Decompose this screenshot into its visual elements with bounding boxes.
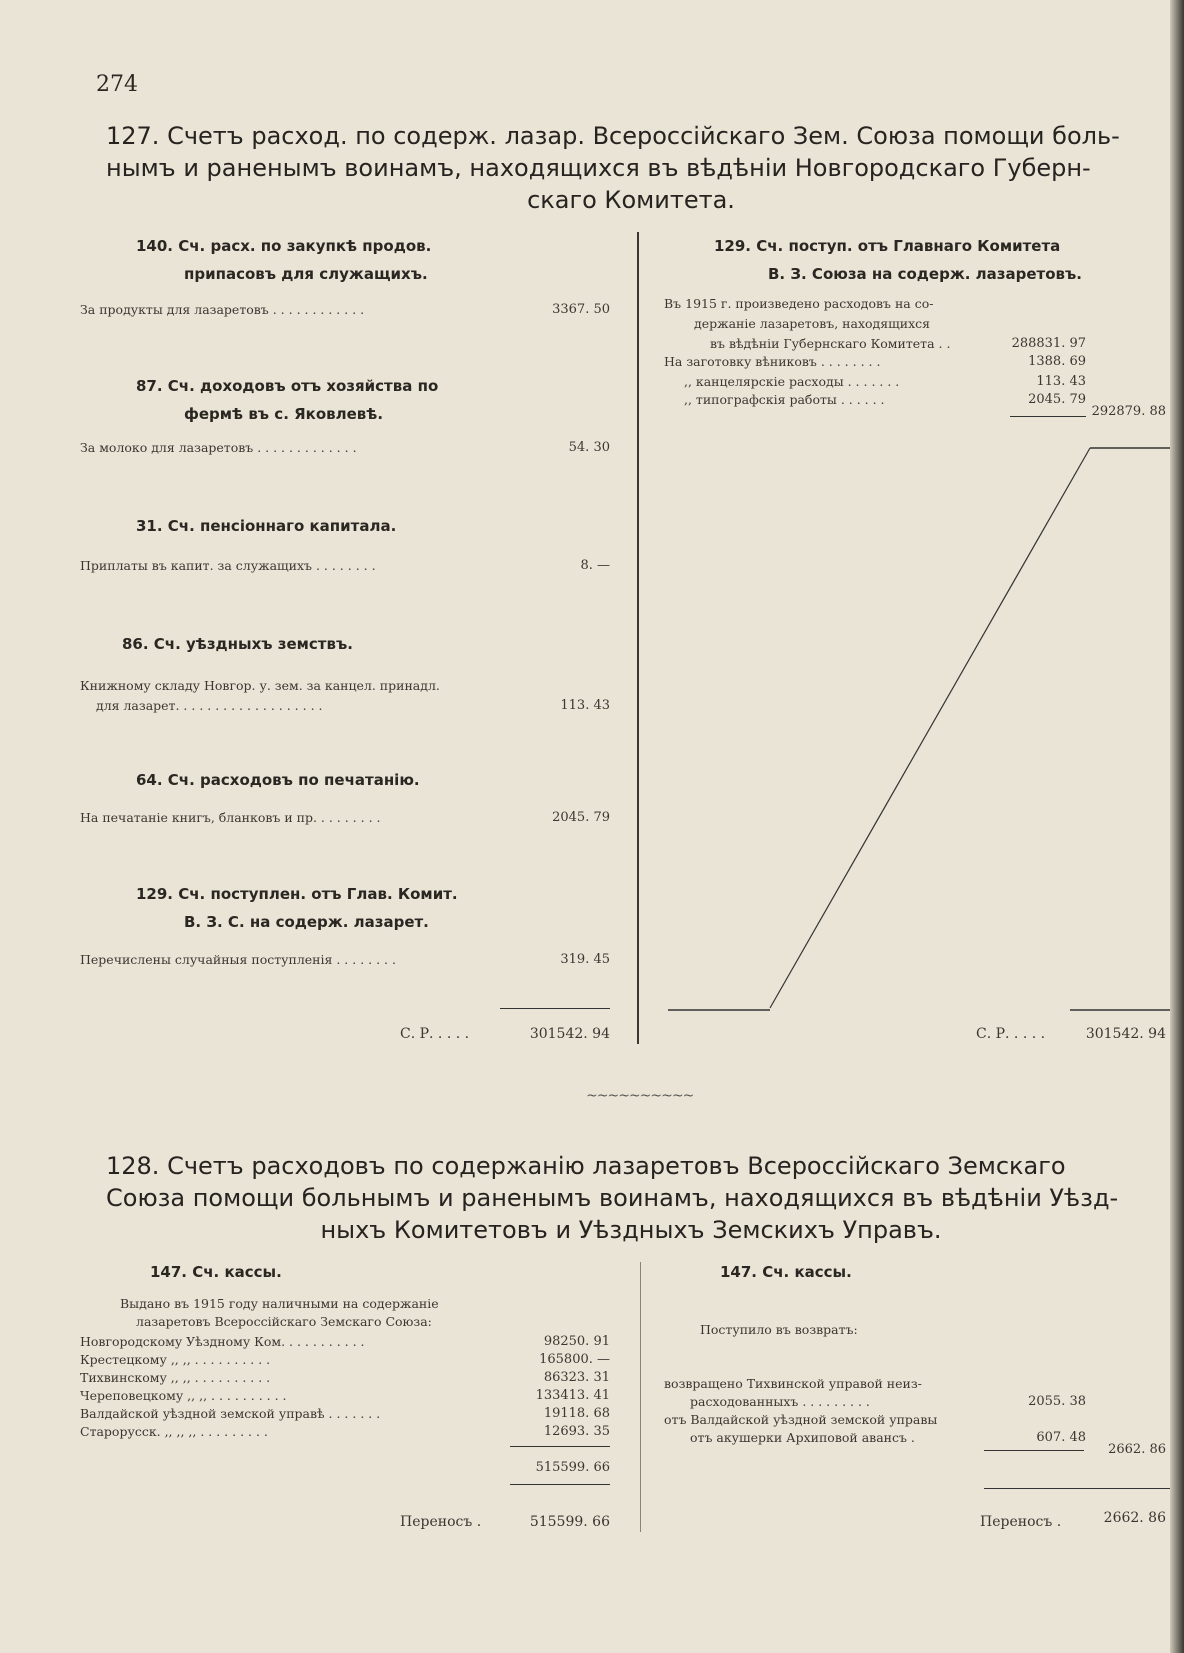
right-return-amount-1: 2055. 38 <box>1028 1394 1086 1409</box>
acc129-line: Перечислены случайныя поступленія . . . . . . . . <box>80 952 396 967</box>
left-item-3: Тихвинскому ,, ,, . . . . . . . . . . <box>80 1370 271 1385</box>
left-item-1-amount: 98250. 91 <box>543 1334 610 1349</box>
section-128-title-line-3: ныхъ Комитетовъ и Уѣздныхъ Земскихъ Управъ. <box>320 1216 942 1244</box>
right-return-amount-2: 607. 48 <box>1036 1430 1086 1445</box>
right-item-3-amount: 2045. 79 <box>1028 392 1086 407</box>
left-carry-label: Переносъ . <box>400 1514 482 1530</box>
right-carry-label: Переносъ . <box>980 1514 1062 1530</box>
right-line-1: Въ 1915 г. произведено расходовъ на со- <box>664 296 934 311</box>
acc86-line-1: Книжному складу Новгор. у. зем. за канцел. принадл. <box>80 678 440 693</box>
acc31-heading-line-1: 31. Сч. пенсіоннаго капитала. <box>136 517 397 535</box>
right-subtotal-128: 2662. 86 <box>1108 1442 1166 1457</box>
left-item-6: Старорусск. ,, ,, ,, . . . . . . . . . <box>80 1424 268 1439</box>
acc86-amount: 113. 43 <box>560 698 610 713</box>
left-total-label: С. Р. . . . . <box>400 1026 470 1042</box>
left-intro-line-2: лазаретовъ Всероссійскаго Земскаго Союза: <box>136 1314 432 1329</box>
right-subtotal: 292879. 88 <box>1091 404 1166 419</box>
acc64-amount: 2045. 79 <box>552 810 610 825</box>
left-item-1: Новгородскому Уѣздному Ком. . . . . . . . . . . <box>80 1334 365 1349</box>
right-return-line-2: расходованныхъ . . . . . . . . . <box>690 1394 870 1409</box>
page-number: 274 <box>96 72 138 97</box>
acc64-line: На печатаніе книгъ, бланковъ и пр. . . . . . . . . <box>80 810 381 825</box>
right-carry-amount: 2662. 86 <box>1103 1510 1166 1526</box>
section-127-title-line-2: нымъ и раненымъ воинамъ, находящихся въ вѣдѣніи Новгородскаго Губерн- <box>106 154 1091 182</box>
left-item-4: Череповецкому ,, ,, . . . . . . . . . . <box>80 1388 287 1403</box>
acc140-heading-line-1: 140. Сч. расх. по закупкѣ продов. <box>136 237 432 255</box>
section-128-title-line-1: 128. Счетъ расходовъ по содержанію лазаретовъ Всероссійскаго Земскаго <box>106 1152 1066 1180</box>
right-main-amount: 288831. 97 <box>1011 336 1086 351</box>
right-carry-rule <box>984 1488 1170 1489</box>
left-item-5-amount: 19118. 68 <box>543 1406 610 1421</box>
acc140-heading-line-2: припасовъ для служащихъ. <box>184 265 428 283</box>
acc31-line: Приплаты въ капит. за служащихъ . . . . . . . . <box>80 558 376 573</box>
acc87-heading-line-2: фермѣ въ с. Яковлевѣ. <box>184 405 384 423</box>
section-separator: ~~~~~~~~~~ <box>586 1088 694 1104</box>
right-amount-rule <box>984 1450 1084 1451</box>
left-carry-rule <box>510 1484 610 1485</box>
left-item-3-amount: 86323. 31 <box>543 1370 610 1385</box>
left-item-6-amount: 12693. 35 <box>543 1424 610 1439</box>
column-divider-128 <box>640 1262 641 1532</box>
right-item-1-amount: 1388. 69 <box>1028 354 1086 369</box>
right-item-2: ,, канцелярскіе расходы . . . . . . . <box>684 374 900 389</box>
right-129-heading-line-2: В. З. Союза на содерж. лазаретовъ. <box>768 265 1082 283</box>
acc129-heading-line-2: В. З. С. на содерж. лазарет. <box>184 913 429 931</box>
right-item-2-amount: 113. 43 <box>1036 374 1086 389</box>
right-return-line-1: возвращено Тихвинской управой неиз- <box>664 1376 922 1391</box>
left-item-4-amount: 133413. 41 <box>535 1388 610 1403</box>
right-item-3: ,, типографскія работы . . . . . . <box>684 392 885 407</box>
right-return-line-4: отъ акушерки Архиповой авансъ . <box>690 1430 915 1445</box>
left-item-5: Валдайской уѣздной земской управѣ . . . . . . . <box>80 1406 381 1421</box>
acc87-heading-line-1: 87. Сч. доходовъ отъ хозяйства по <box>136 377 439 395</box>
right-line-2: держаніе лазаретовъ, находящихся <box>694 316 931 331</box>
left-carry-amount: 515599. 66 <box>529 1514 610 1530</box>
section-127-title-line-3: скаго Комитета. <box>527 186 735 214</box>
acc140-amount: 3367. 50 <box>552 302 610 317</box>
acc31-amount: 8. — <box>580 558 610 573</box>
left-intro-line-1: Выдано въ 1915 году наличными на содержаніе <box>120 1296 439 1311</box>
left-subtotal-rule <box>510 1446 610 1447</box>
left-item-2: Крестецкому ,, ,, . . . . . . . . . . <box>80 1352 271 1367</box>
acc129-heading-line-1: 129. Сч. поступлен. отъ Глав. Комит. <box>136 885 458 903</box>
right-item-1: На заготовку вѣниковъ . . . . . . . . <box>664 354 881 369</box>
left-subtotal: 515599. 66 <box>535 1460 610 1475</box>
right-129-heading-line-1: 129. Сч. поступ. отъ Главнаго Комитета <box>714 237 1061 255</box>
section-128-title-line-2: Союза помощи больнымъ и раненымъ воинамъ, находящихся въ вѣдѣніи Уѣзд- <box>106 1184 1119 1212</box>
left-total-amount: 301542. 94 <box>529 1026 610 1042</box>
acc129-amount: 319. 45 <box>560 952 610 967</box>
section-128-title <box>106 1150 1156 1246</box>
acc140-line: За продукты для лазаретовъ . . . . . . . . . . . . <box>80 302 365 317</box>
acc87-line: За молоко для лазаретовъ . . . . . . . . . . . . . <box>80 440 357 455</box>
left-item-2-amount: 165800. — <box>539 1352 610 1367</box>
section-127-title-line-1: 127. Счетъ расход. по содерж. лазар. Всероссійскаго Зем. Союза помощи боль- <box>106 122 1120 150</box>
left-147-heading: 147. Сч. кассы. <box>150 1263 282 1281</box>
right-total-amount: 301542. 94 <box>1085 1026 1166 1042</box>
acc87-amount: 54. 30 <box>568 440 610 455</box>
acc64-heading-line-1: 64. Сч. расходовъ по печатанію. <box>136 771 420 789</box>
right-147-heading: 147. Сч. кассы. <box>720 1263 852 1281</box>
right-intro: Поступило въ возвратъ: <box>700 1322 858 1337</box>
right-total-label: С. Р. . . . . <box>976 1026 1046 1042</box>
acc86-line-2: для лазарет. . . . . . . . . . . . . . . . . . . <box>96 698 323 713</box>
right-return-line-3: отъ Валдайской уѣздной земской управы <box>664 1412 938 1427</box>
right-line-3: въ вѣдѣніи Губернскаго Комитета . . <box>710 336 951 351</box>
acc86-heading-line-1: 86. Сч. уѣздныхъ земствъ. <box>122 635 353 653</box>
